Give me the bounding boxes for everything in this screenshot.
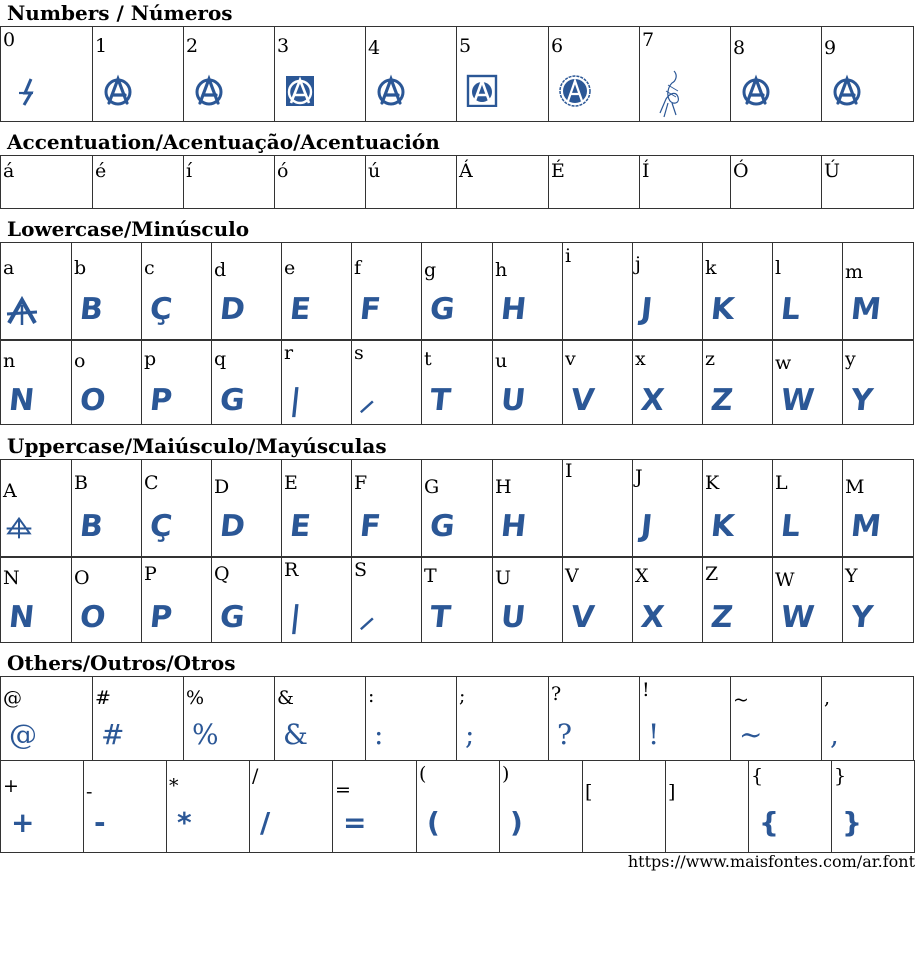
glyph-sample: M xyxy=(849,292,883,327)
glyph-cell xyxy=(703,340,773,425)
glyph-cell xyxy=(749,761,832,853)
glyph-cell xyxy=(72,557,142,643)
glyph-cell xyxy=(212,460,282,558)
glyph-sample: P xyxy=(148,383,174,418)
glyph-cell xyxy=(731,27,822,122)
uppercase-grid-row2 xyxy=(0,556,914,643)
glyph-sample: O xyxy=(78,383,108,418)
glyph-sample: V xyxy=(569,600,597,635)
glyph-sample: # xyxy=(101,718,125,751)
glyph-label: * xyxy=(169,775,179,797)
glyph-sample: D xyxy=(218,292,247,327)
glyph-cell xyxy=(275,27,366,122)
glyph-sample: V xyxy=(569,383,597,418)
glyph-label: X xyxy=(635,565,649,587)
glyph-label: 4 xyxy=(368,37,381,59)
glyph-sample: E xyxy=(288,509,313,544)
section-title-uppercase: Uppercase/Maiúsculo/Mayúsculas xyxy=(7,434,387,458)
glyph-sample: F xyxy=(358,509,383,544)
section-title-lowercase: Lowercase/Minúsculo xyxy=(7,217,250,241)
glyph-cell xyxy=(366,27,457,122)
glyph-cell xyxy=(493,243,563,341)
glyph-label: ; xyxy=(459,685,466,707)
glyph-label: Y xyxy=(845,565,858,587)
glyph-sample: E xyxy=(288,292,313,327)
glyph-sample: U xyxy=(499,383,528,418)
others-grid-row2 xyxy=(0,760,915,853)
section-title-others: Others/Outros/Otros xyxy=(7,651,236,675)
glyph-label: J xyxy=(635,466,643,488)
glyph-cell xyxy=(352,243,422,341)
anarchy-small-icon xyxy=(5,512,33,544)
glyph-cell xyxy=(93,156,184,209)
glyph-label: á xyxy=(3,160,15,182)
glyph-cell xyxy=(703,460,773,558)
glyph-label: x xyxy=(635,348,646,370)
glyph-sample: K xyxy=(709,509,737,544)
glyph-sample: ; xyxy=(465,718,475,751)
glyph-sample: Ç xyxy=(148,509,174,544)
glyph-cell xyxy=(731,156,822,209)
glyph-label: & xyxy=(277,687,294,709)
glyph-label: @ xyxy=(3,687,22,709)
glyph-cell xyxy=(633,557,703,643)
glyph-sample: | xyxy=(288,383,303,418)
glyph-label: = xyxy=(335,779,351,801)
glyph-cell xyxy=(640,156,731,209)
glyph-sample: B xyxy=(78,509,105,544)
glyph-label: / xyxy=(252,765,259,787)
glyph-label: 0 xyxy=(3,29,16,51)
glyph-cell xyxy=(633,460,703,558)
glyph-label: 6 xyxy=(551,35,564,57)
glyph-label: j xyxy=(635,253,641,275)
glyph-label: D xyxy=(214,476,230,498)
glyph-sample: / xyxy=(260,806,271,839)
glyph-cell xyxy=(352,340,422,425)
glyph-sample: D xyxy=(218,509,247,544)
glyph-cell xyxy=(1,557,72,643)
glyph-label: é xyxy=(95,160,107,182)
glyph-label: 3 xyxy=(277,35,290,57)
anarchy-symbol-icon xyxy=(101,73,135,111)
anarchy-symbol-icon xyxy=(374,73,408,111)
glyph-label: Ú xyxy=(824,160,841,182)
glyph-label: M xyxy=(845,476,865,498)
glyph-cell xyxy=(457,27,549,122)
glyph-sample: , xyxy=(830,718,839,751)
glyph-cell xyxy=(493,460,563,558)
glyph-cell xyxy=(583,761,666,853)
glyph-sample: { xyxy=(759,806,779,839)
glyph-cell xyxy=(275,156,366,209)
anarchy-fragment-icon xyxy=(9,73,43,111)
glyph-label: 1 xyxy=(95,35,108,57)
glyph-label: P xyxy=(144,563,157,585)
glyph-label: Á xyxy=(459,160,473,182)
others-grid-row1 xyxy=(0,676,914,761)
glyph-cell xyxy=(282,557,352,643)
glyph-label: 5 xyxy=(459,35,472,57)
glyph-cell xyxy=(773,243,843,341)
glyph-label: ó xyxy=(277,160,289,182)
glyph-label: Ó xyxy=(733,160,749,182)
glyph-label: r xyxy=(284,342,294,364)
glyph-cell xyxy=(72,340,142,425)
glyph-label: a xyxy=(3,257,15,279)
glyph-label: K xyxy=(705,472,720,494)
glyph-cell xyxy=(1,340,72,425)
glyph-sample: W xyxy=(779,383,816,418)
glyph-sample: L xyxy=(779,292,803,327)
glyph-label: A xyxy=(3,480,17,502)
glyph-cell xyxy=(563,340,633,425)
glyph-cell xyxy=(142,557,212,643)
glyph-sample: T xyxy=(428,600,453,635)
glyph-label: ( xyxy=(419,763,427,785)
glyph-sample: G xyxy=(218,383,247,418)
glyph-sample: | xyxy=(288,600,303,635)
glyph-label: ~ xyxy=(733,689,749,711)
glyph-cell xyxy=(93,27,184,122)
glyph-sample: U xyxy=(499,600,528,635)
source-url[interactable]: https://www.maisfontes.com/ar.font xyxy=(627,852,915,871)
glyph-cell xyxy=(282,340,352,425)
glyph-cell xyxy=(640,27,731,122)
glyph-label: í xyxy=(186,160,193,182)
glyph-sample: L xyxy=(779,509,803,544)
glyph-sample: Ç xyxy=(148,292,174,327)
glyph-sample: & xyxy=(283,718,308,751)
glyph-cell xyxy=(457,677,549,761)
glyph-cell xyxy=(1,761,84,853)
glyph-sample: P xyxy=(148,600,174,635)
glyph-cell xyxy=(366,156,457,209)
glyph-label: k xyxy=(705,257,717,279)
glyph-label: L xyxy=(775,472,788,494)
glyph-cell xyxy=(549,27,640,122)
glyph-label: 8 xyxy=(733,37,746,59)
glyph-cell xyxy=(1,156,93,209)
glyph-cell xyxy=(843,557,914,643)
glyph-label: C xyxy=(144,472,159,494)
glyph-label: t xyxy=(424,348,432,370)
glyph-sample: ⸝ xyxy=(358,383,377,418)
glyph-cell xyxy=(352,557,422,643)
glyph-cell xyxy=(212,340,282,425)
glyph-label: q xyxy=(214,348,227,370)
glyph-sample: - xyxy=(94,806,106,839)
glyph-cell xyxy=(1,460,72,558)
glyph-cell xyxy=(422,340,493,425)
glyph-label: v xyxy=(565,348,576,370)
glyph-sample: O xyxy=(78,600,108,635)
glyph-sample: } xyxy=(842,806,862,839)
glyph-label: h xyxy=(495,259,508,281)
glyph-sample: Z xyxy=(709,383,735,418)
glyph-label: u xyxy=(495,350,508,372)
glyph-sample: : xyxy=(374,718,384,751)
glyph-label: Í xyxy=(642,160,650,182)
glyph-label: F xyxy=(354,472,368,494)
glyph-sample: F xyxy=(358,292,383,327)
glyph-label: U xyxy=(495,567,512,589)
glyph-label: : xyxy=(368,685,375,707)
glyph-sample: G xyxy=(428,509,457,544)
glyph-label: l xyxy=(775,257,782,279)
glyph-cell xyxy=(1,243,72,341)
anarchy-symbol-icon xyxy=(192,73,226,111)
glyph-sample: @ xyxy=(9,718,37,751)
glyph-cell xyxy=(666,761,749,853)
glyph-sample: Y xyxy=(849,383,875,418)
glyph-label: s xyxy=(354,342,364,364)
glyph-cell xyxy=(549,156,640,209)
glyph-label: ? xyxy=(551,683,562,705)
glyph-cell xyxy=(843,340,914,425)
glyph-cell xyxy=(366,677,457,761)
glyph-cell xyxy=(843,243,914,341)
glyph-cell xyxy=(282,243,352,341)
glyph-cell xyxy=(493,340,563,425)
glyph-label: w xyxy=(775,352,792,374)
glyph-cell xyxy=(633,340,703,425)
glyph-sample: T xyxy=(428,383,453,418)
glyph-cell xyxy=(422,557,493,643)
glyph-cell xyxy=(773,340,843,425)
glyph-sample: H xyxy=(499,292,529,327)
glyph-cell xyxy=(93,677,184,761)
glyph-label: , xyxy=(824,687,831,709)
glyph-cell xyxy=(822,27,914,122)
anarchy-symbol-icon xyxy=(739,73,773,111)
glyph-label: z xyxy=(705,348,716,370)
glyph-sample: ( xyxy=(427,806,440,839)
glyph-cell xyxy=(275,677,366,761)
anarchy-square-icon xyxy=(465,73,499,111)
glyph-cell xyxy=(212,243,282,341)
lowercase-grid-row1 xyxy=(0,242,914,341)
glyph-cell xyxy=(417,761,500,853)
glyph-label: Q xyxy=(214,563,230,585)
glyph-cell xyxy=(843,460,914,558)
glyph-label: e xyxy=(284,257,296,279)
glyph-label: d xyxy=(214,259,227,281)
glyph-cell xyxy=(282,460,352,558)
glyph-cell xyxy=(703,243,773,341)
glyph-cell xyxy=(822,156,914,209)
glyph-label: Z xyxy=(705,563,719,585)
glyph-cell xyxy=(773,557,843,643)
glyph-sample: ? xyxy=(557,718,573,751)
glyph-sample: B xyxy=(78,292,105,327)
glyph-sample: Y xyxy=(849,600,875,635)
glyph-sample: ) xyxy=(510,806,523,839)
anarchy-circle-filled-icon xyxy=(557,73,591,111)
section-title-numbers: Numbers / Números xyxy=(7,1,233,25)
glyph-label: É xyxy=(551,160,565,182)
glyph-sample: G xyxy=(428,292,457,327)
glyph-cell xyxy=(72,460,142,558)
bird-sketch-icon xyxy=(654,67,688,122)
anarchy-a-icon xyxy=(5,295,39,333)
glyph-sample: % xyxy=(192,718,219,751)
glyph-label: N xyxy=(3,567,20,589)
glyph-label: % xyxy=(186,687,205,709)
glyph-sample: K xyxy=(709,292,737,327)
glyph-label: c xyxy=(144,257,155,279)
section-title-accents: Accentuation/Acentuação/Acentuación xyxy=(7,130,440,154)
anarchy-inverted-square-icon xyxy=(283,73,317,111)
glyph-cell xyxy=(333,761,417,853)
glyph-sample: ! xyxy=(648,718,660,751)
glyph-label: R xyxy=(284,559,299,581)
glyph-cell xyxy=(422,243,493,341)
glyph-sample: H xyxy=(499,509,529,544)
glyph-sample: W xyxy=(779,600,816,635)
uppercase-grid-row1 xyxy=(0,459,914,558)
glyph-sample: J xyxy=(639,509,655,544)
glyph-cell xyxy=(731,677,822,761)
glyph-label: V xyxy=(565,565,579,587)
glyph-label: ) xyxy=(502,763,510,785)
glyph-cell xyxy=(184,156,275,209)
glyph-sample: + xyxy=(11,806,35,839)
glyph-label: ] xyxy=(668,781,676,803)
glyph-label: # xyxy=(95,687,111,709)
glyph-label: O xyxy=(74,567,90,589)
glyph-label: y xyxy=(845,348,856,370)
glyph-label: { xyxy=(751,765,764,787)
glyph-label: 2 xyxy=(186,35,199,57)
glyph-sample: J xyxy=(639,292,655,327)
glyph-sample: N xyxy=(7,383,37,418)
glyph-cell xyxy=(493,557,563,643)
glyph-label: W xyxy=(775,569,795,591)
glyph-cell xyxy=(142,243,212,341)
glyph-cell xyxy=(142,340,212,425)
glyph-label: I xyxy=(565,460,573,482)
glyph-cell xyxy=(142,460,212,558)
glyph-cell xyxy=(167,761,250,853)
glyph-cell xyxy=(549,677,640,761)
glyph-sample: = xyxy=(343,806,367,839)
glyph-label: m xyxy=(845,261,864,283)
glyph-label: B xyxy=(74,472,88,494)
glyph-cell xyxy=(72,243,142,341)
glyph-label: } xyxy=(834,765,847,787)
glyph-sample: ~ xyxy=(739,718,763,751)
glyph-label: b xyxy=(74,257,87,279)
glyph-cell xyxy=(250,761,333,853)
glyph-label: 7 xyxy=(642,29,655,51)
glyph-cell xyxy=(352,460,422,558)
glyph-cell xyxy=(640,677,731,761)
glyph-label: [ xyxy=(585,781,593,803)
glyph-cell xyxy=(633,243,703,341)
numbers-grid xyxy=(0,26,914,122)
glyph-cell xyxy=(563,243,633,341)
glyph-label: H xyxy=(495,476,512,498)
glyph-cell xyxy=(184,677,275,761)
glyph-label: ! xyxy=(642,679,650,701)
glyph-sample: N xyxy=(7,600,37,635)
glyph-cell xyxy=(457,156,549,209)
glyph-cell xyxy=(422,460,493,558)
glyph-cell xyxy=(1,27,93,122)
glyph-label: p xyxy=(144,348,157,370)
glyph-sample: X xyxy=(639,383,667,418)
glyph-label: - xyxy=(86,781,93,803)
glyph-sample: M xyxy=(849,509,883,544)
glyph-cell xyxy=(84,761,167,853)
glyph-cell xyxy=(832,761,915,853)
glyph-label: E xyxy=(284,472,298,494)
glyph-label: n xyxy=(3,350,16,372)
glyph-cell xyxy=(1,677,93,761)
glyph-cell xyxy=(563,557,633,643)
glyph-cell xyxy=(563,460,633,558)
glyph-label: T xyxy=(424,565,437,587)
anarchy-symbol-icon xyxy=(830,73,864,111)
glyph-cell xyxy=(822,677,914,761)
glyph-cell xyxy=(500,761,583,853)
glyph-sample: ⸝ xyxy=(358,600,377,635)
glyph-sample: Z xyxy=(709,600,735,635)
glyph-label: f xyxy=(354,257,362,279)
glyph-label: + xyxy=(3,775,19,797)
glyph-cell xyxy=(184,27,275,122)
glyph-cell xyxy=(773,460,843,558)
glyph-cell xyxy=(212,557,282,643)
glyph-label: ú xyxy=(368,160,381,182)
lowercase-grid-row2 xyxy=(0,339,914,425)
glyph-label: S xyxy=(354,559,368,581)
glyph-sample: X xyxy=(639,600,667,635)
glyph-label: G xyxy=(424,476,440,498)
glyph-label: o xyxy=(74,350,86,372)
glyph-sample: * xyxy=(177,806,192,839)
glyph-cell xyxy=(703,557,773,643)
glyph-label: i xyxy=(565,245,572,267)
glyph-label: g xyxy=(424,259,437,281)
accents-grid xyxy=(0,155,914,209)
glyph-sample: G xyxy=(218,600,247,635)
glyph-label: 9 xyxy=(824,37,837,59)
